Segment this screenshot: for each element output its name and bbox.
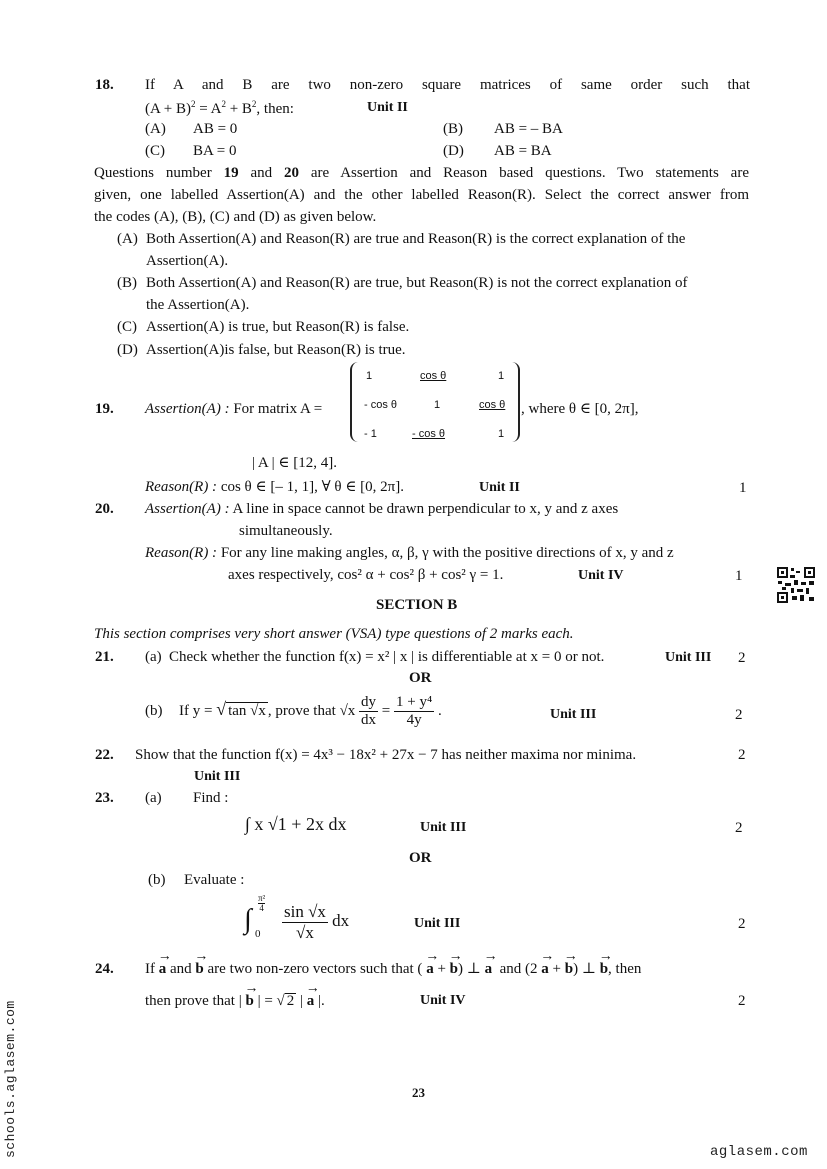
q21-b-label: (b) xyxy=(145,703,163,720)
matrix-cell-r3c2: - cos θ xyxy=(412,428,446,440)
q21-b-marks: 2 xyxy=(735,707,743,723)
ar-intro-line2: given, one labelled Assertion(A) and the other labelled Reason(R). Select the correct answer from xyxy=(94,187,749,203)
q23-b-text: Evaluate : xyxy=(184,872,245,888)
matrix-cell-r3c3: 1 xyxy=(498,428,505,440)
q21-a-label: (a) xyxy=(145,649,162,665)
code-a-label: (A) xyxy=(117,231,138,247)
q20-number: 20. xyxy=(95,501,114,517)
q24-unit: Unit IV xyxy=(420,993,466,1008)
q24-marks: 2 xyxy=(738,993,746,1009)
ar-intro-line3: the codes (A), (B), (C) and (D) as given below. xyxy=(94,209,377,225)
q21-a-marks: 2 xyxy=(738,650,746,666)
q21-a-unit: Unit III xyxy=(665,650,712,665)
code-b-cont: the Assertion(A). xyxy=(146,297,250,313)
q19-reason: Reason(R) : cos θ ∈ [– 1, 1], ∀ θ ∈ [0, 2π]. xyxy=(145,479,404,495)
q18-option-b-text: AB = – BA xyxy=(494,121,563,137)
matrix-cell-r2c1: - cos θ xyxy=(364,399,398,411)
q20-reason-cont: axes respectively, cos² α + cos² β + cos² γ = 1. xyxy=(228,567,504,583)
q24-number: 24. xyxy=(95,961,114,977)
integral-sign-icon: ∫ xyxy=(244,904,252,935)
q19-marks: 1 xyxy=(739,480,747,496)
q22-marks: 2 xyxy=(738,747,746,763)
page-number: 23 xyxy=(412,1085,425,1100)
q23-a-marks: 2 xyxy=(735,820,743,836)
code-c-text: Assertion(A) is true, but Reason(R) is false. xyxy=(146,319,410,335)
q23-b-upper-limit: π² 4 xyxy=(258,893,266,914)
q18-option-a-label: (A) xyxy=(145,121,166,137)
q23-b-lower-limit: 0 xyxy=(255,928,261,940)
q23-b-integrand: $\frac{\sin √x}{√x}$ dx xyxy=(284,902,350,942)
q22-text: Show that the function f(x) = 4x³ − 18x² + 27x − 7 has neither maxima nor minima. xyxy=(135,747,637,763)
q18-option-d-text: AB = BA xyxy=(494,143,552,159)
q21-number: 21. xyxy=(95,649,114,665)
q18-line1: If A and B are two non-zero square matrices of same order such that xyxy=(145,77,750,93)
q19-assertion: Assertion(A) : For matrix A = xyxy=(145,401,323,417)
q24-line1: If → a and → b are two non-zero vectors such that ( → a + → b) ⊥ → a and (2 → a + → b) ⊥ → b, then xyxy=(145,962,641,977)
matrix-cell-r1c1: 1 xyxy=(366,370,373,382)
section-b-intro: This section comprises very short answer (VSA) type questions of 2 marks each. xyxy=(94,626,574,642)
q18-number: 18. xyxy=(95,77,114,93)
q18-unit: Unit II xyxy=(367,100,408,115)
matrix-cell-r2c3: cos θ xyxy=(479,399,506,411)
q19-matrix xyxy=(350,362,520,442)
q19-where: , where θ ∈ [0, 2π], xyxy=(521,401,639,417)
q21-a-text: Check whether the function f(x) = x² | x | is differentiable at x = 0 or not. xyxy=(169,649,605,665)
code-a-cont: Assertion(A). xyxy=(146,253,229,269)
q24-line2: then prove that | → b | = √ 2 | → a |. xyxy=(145,993,325,1009)
q18-option-c-label: (C) xyxy=(145,143,165,159)
code-d-text: Assertion(A)is false, but Reason(R) is true. xyxy=(146,342,406,358)
q21-or: OR xyxy=(409,670,432,686)
code-c-label: (C) xyxy=(117,319,137,335)
q23-b-label: (b) xyxy=(148,872,166,888)
q23-b-unit: Unit III xyxy=(414,916,461,931)
q18-option-c-text: BA = 0 xyxy=(193,143,237,159)
code-b-label: (B) xyxy=(117,275,137,291)
q18-option-b-label: (B) xyxy=(443,121,463,137)
ar-intro-line1: Questions number 19 and 20 are Assertion and Reason based questions. Two statements are xyxy=(94,165,749,181)
matrix-cell-r3c1: - 1 xyxy=(364,428,377,440)
q21-b-expression: (b) If y = √ tan √x , prove that √x $\frac{dy}{dx}$ = $\frac{\text{1 + y⁴}}{4y}$ . xyxy=(145,694,442,729)
q19-number: 19. xyxy=(95,401,114,417)
section-b-heading: SECTION B xyxy=(376,597,458,613)
q20-assertion: Assertion(A) : A line in space cannot be drawn perpendicular to x, y and z axes xyxy=(145,501,619,517)
q23-number: 23. xyxy=(95,790,114,806)
q19-det: | A | ∈ [12, 4]. xyxy=(252,455,338,471)
qr-code-icon xyxy=(776,566,816,604)
q22-unit: Unit III xyxy=(194,769,241,784)
q21-b-unit: Unit III xyxy=(550,707,597,722)
q18-option-d-label: (D) xyxy=(443,143,464,159)
q20-assertion-cont: simultaneously. xyxy=(239,523,333,539)
code-a-text: Both Assertion(A) and Reason(R) are true and Reason(R) is the correct explanation of the xyxy=(146,231,686,247)
matrix-cell-r1c2: cos θ xyxy=(420,370,447,382)
q23-a-text: Find : xyxy=(193,790,229,806)
code-b-text: Both Assertion(A) and Reason(R) are true, but Reason(R) is not the correct explanation of xyxy=(146,275,688,291)
q22-number: 22. xyxy=(95,747,114,763)
q18-line2: $(A + B)^2 = A^2 + B^2$, then: xyxy=(145,99,294,117)
q23-or: OR xyxy=(409,850,432,866)
q20-unit: Unit IV xyxy=(578,568,624,583)
corner-watermark: aglasem.com xyxy=(710,1144,808,1160)
q23-a-label: (a) xyxy=(145,790,162,806)
q18-option-a-text: AB = 0 xyxy=(193,121,238,137)
q20-marks: 1 xyxy=(735,568,743,584)
matrix-cell-r2c2: 1 xyxy=(434,399,441,411)
q19-unit: Unit II xyxy=(479,480,520,495)
side-watermark: schools.aglasem.com xyxy=(3,1000,18,1158)
q23-a-integral: ∫ x √1 + 2x dx xyxy=(245,814,347,834)
q23-a-unit: Unit III xyxy=(420,820,467,835)
code-d-label: (D) xyxy=(117,342,138,358)
matrix-cell-r1c3: 1 xyxy=(498,370,505,382)
q23-b-marks: 2 xyxy=(738,916,746,932)
q20-reason: Reason(R) : For any line making angles, α, β, γ with the positive directions of x, y and z xyxy=(145,545,674,561)
